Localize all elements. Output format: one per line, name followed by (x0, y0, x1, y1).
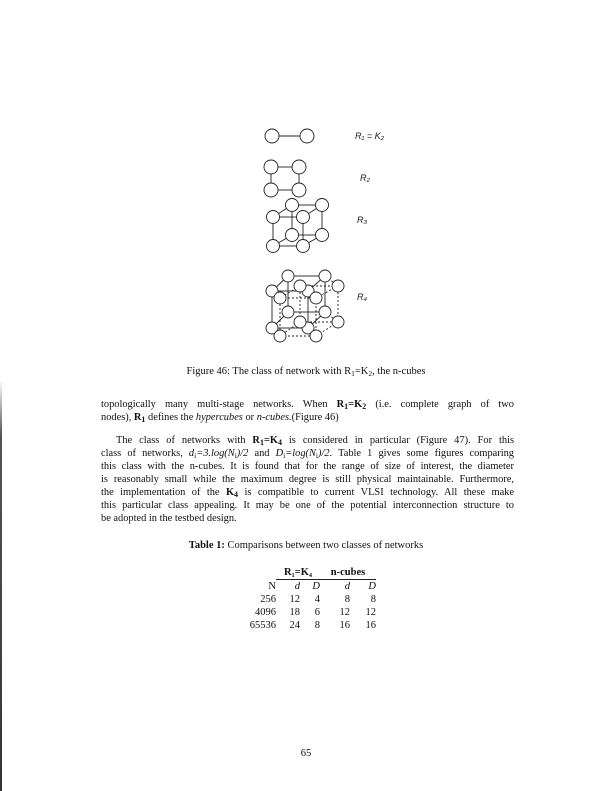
label-r1: R₁ = K₂ (355, 131, 385, 141)
text-line (101, 398, 514, 411)
text-run: i (315, 451, 318, 460)
table-cell: 16 (339, 620, 350, 631)
text-run: nodes), (101, 412, 134, 423)
text-run: R (336, 399, 345, 410)
text-run: 1 (344, 402, 349, 411)
table-group-header-row (240, 566, 376, 580)
text-run: this particular class appealing. It may be one of the potential interconnection structure to (101, 500, 514, 511)
text-run: class of networks, (101, 448, 189, 459)
table-cell: 24 (289, 620, 300, 631)
text-run: =K (354, 366, 369, 377)
text-run: i (234, 451, 237, 460)
table-cell: 12 (339, 607, 350, 618)
text-run: defines the (145, 412, 196, 423)
table-row (240, 619, 376, 632)
table-row (240, 606, 376, 619)
table-caption-label: Table 1: (188, 540, 225, 551)
text-run: is compatible to current VLSI technology. All these make (238, 487, 514, 498)
paragraph-2 (101, 434, 514, 525)
text-run: 2 (362, 402, 367, 411)
text-run: or (242, 412, 257, 423)
text-run: this class with the n-cubes. It is found that for the range of size of interest, the diameter (101, 461, 514, 472)
column-header: d (294, 581, 300, 592)
text-run: (Figure 46) (291, 412, 339, 423)
table-cell: 8 (370, 594, 376, 605)
table-cell: 4 (314, 594, 320, 605)
group-header-n-cubes: n-cubes (320, 566, 376, 580)
table-cell: 12 (289, 594, 300, 605)
table-cell: 4096 (255, 607, 276, 618)
text-run: i (283, 451, 286, 460)
graph-r1 (265, 129, 314, 143)
text-line (101, 512, 514, 525)
label-r4: R₄ (357, 292, 368, 302)
text-line (101, 434, 514, 447)
table-cell: 8 (314, 620, 320, 631)
text-run: and (248, 448, 276, 459)
text-run: i (194, 451, 197, 460)
text-run: 1 (351, 369, 355, 378)
text-run: the implementation of the (101, 487, 226, 498)
graph-r2 (264, 160, 306, 197)
table-cell: 6 (314, 607, 320, 618)
table-cell: 18 (289, 607, 300, 618)
table-cell: 65536 (249, 620, 276, 631)
table-cell: 8 (344, 594, 350, 605)
text-run: be adopted in the testbed design. (101, 513, 237, 524)
table-cell: 12 (365, 607, 376, 618)
text-run: 1 (259, 438, 264, 447)
page-number: 65 (300, 748, 312, 759)
text-line (101, 473, 514, 486)
text-line (101, 447, 514, 460)
text-run: R (252, 435, 260, 446)
text-run: R (133, 412, 142, 423)
label-r2: R₂ (360, 173, 370, 183)
text-run: =log(N (285, 448, 316, 459)
text-run: =K (263, 435, 278, 446)
text-run: K (225, 487, 235, 498)
graph-r3 (267, 199, 329, 253)
text-run: is considered in particular (Figure 47). For this (281, 435, 515, 446)
text-run: , the n-cubes (372, 366, 426, 377)
text-run: Figure 46: The class of network with R (186, 366, 352, 377)
table-cell: 16 (365, 620, 376, 631)
table-caption (0, 540, 612, 551)
text-line (101, 499, 514, 512)
text-run: )/2 (236, 448, 249, 459)
text-run: hypercubes (195, 412, 243, 423)
text-line (101, 411, 514, 424)
comparison-table (240, 566, 376, 632)
text-run: =3.log(N (196, 448, 235, 459)
text-run: is reasonably small while the maximum degree is still physical maintainable. Furthermore, (101, 474, 514, 485)
table-column-header-row (240, 580, 376, 594)
table-cell: 256 (260, 594, 276, 605)
text-run: n-cubes. (256, 412, 292, 423)
group-header-r1-k4: R₁=K₄ (276, 566, 320, 580)
text-run: 4 (277, 438, 282, 447)
column-header: d (344, 581, 350, 592)
text-run: 4 (234, 490, 239, 499)
text-run: . Table 1 gives some figures comparing (329, 448, 514, 459)
figure-46-network-diagrams (0, 0, 612, 360)
text-run: The class of networks with (116, 435, 253, 446)
graph-r4 (266, 270, 344, 342)
text-run: D (275, 448, 284, 459)
table-row (240, 593, 376, 606)
figure-caption (0, 366, 612, 378)
column-header: N (268, 580, 276, 592)
text-run: d (188, 448, 195, 459)
text-run: =K (348, 399, 363, 410)
label-r3: R₃ (357, 215, 368, 225)
text-run: )/2 (318, 448, 330, 459)
column-header: D (368, 581, 376, 592)
text-run: 2 (368, 369, 373, 378)
text-run: (i.e. complete graph of two (366, 399, 514, 410)
text-run: 1 (141, 415, 146, 424)
table-caption-text: Comparisons between two classes of networks (224, 540, 424, 551)
column-header: D (312, 581, 320, 592)
paragraph-1 (101, 398, 514, 424)
text-run: topologically many multi-stage networks. When (101, 399, 337, 410)
text-line (101, 486, 514, 499)
text-line (101, 460, 514, 473)
